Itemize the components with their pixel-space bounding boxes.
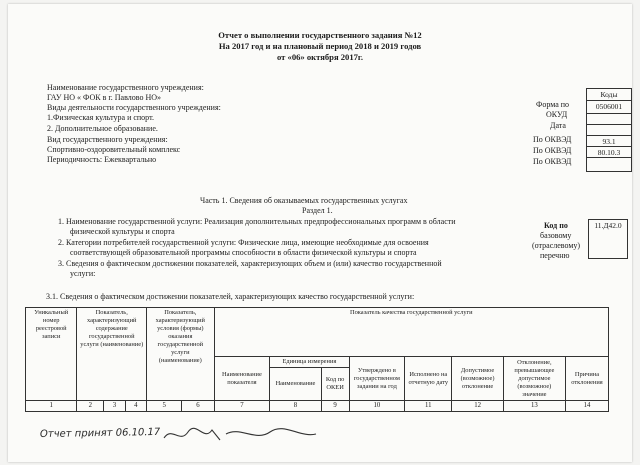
section-title: Раздел 1. [302, 206, 333, 215]
basic-code-label-1: Код по [544, 221, 568, 230]
column-numbers-row [26, 401, 609, 412]
okud-label-1: Форма по [536, 100, 570, 109]
activity-2: 2. Дополнительное образование. [47, 124, 158, 133]
okved-label-3: По ОКВЭД [533, 157, 572, 166]
subsection-3-1: 3.1. Сведения о фактическом достижении показателей, характеризующих качество государственной услуги: [46, 292, 415, 301]
institution-type-label: Вид государственного учреждения: [47, 135, 168, 144]
okved-code-2: 80.10.3 [587, 146, 631, 158]
okved-label-1: По ОКВЭД [533, 135, 572, 144]
col-conditions: Показатель, характеризующий условия (формы) оказания государственной услуги (наименование) [147, 308, 215, 401]
col-num-3: 3 [104, 401, 125, 412]
activity-1: 1.Физическая культура и спорт. [47, 113, 154, 122]
col-num-5: 5 [147, 401, 182, 412]
report-date: от «06» октября 2017г. [276, 52, 364, 62]
part-title: Часть 1. Сведения об оказываемых государственных услугах [200, 196, 408, 205]
okved-code-1: 93.1 [587, 135, 631, 147]
quality-indicators-table [25, 307, 609, 412]
col-num-9: 9 [321, 401, 349, 412]
col-num-12: 12 [452, 401, 503, 412]
codes-header: Коды [600, 90, 618, 99]
sub-done: Исполнено на отчетную дату [405, 357, 452, 401]
item-2-line-1: 2. Категории потребителей государственной услуги: Физические лица, имеющие необходимые для освоения [58, 238, 429, 247]
report-title: Отчет о выполнении государственного задания №12 [218, 30, 422, 40]
sub-indicator-name: Наименование показателя [214, 357, 270, 401]
item-3-line-1: 3. Сведения о фактическом достижении показателей, характеризующих объем и (или) качество государственной [58, 259, 442, 268]
col-num-4: 4 [125, 401, 146, 412]
institution-name-label: Наименование государственного учреждения: [47, 83, 204, 92]
report-period: На 2017 год и на плановый период 2018 и 2019 годов [218, 41, 422, 51]
sub-reason: Причина отклонения [565, 357, 608, 401]
col-quality: Показатель качества государственной услуги [214, 308, 608, 357]
institution-type-value: Спортивно-оздоровительный комплекс [47, 145, 181, 154]
sub-excess-deviation: Отклонение, превышающее допустимое (возможное) значение [503, 357, 565, 401]
okved-code-3 [587, 157, 631, 169]
col-num-8: 8 [270, 401, 321, 412]
sub-unit: Единица измерения [270, 357, 349, 368]
col-num-13: 13 [503, 401, 565, 412]
basic-code-label-3: (отраслевому) [532, 241, 581, 250]
okved-label-2: По ОКВЭД [533, 146, 572, 155]
item-2-line-2: соответствующей образовательной программы способности в области физической культуры и спорта [70, 248, 417, 257]
col-num-14: 14 [565, 401, 608, 412]
col-num-7: 7 [214, 401, 270, 412]
basic-code-box [588, 219, 628, 259]
activities-label: Виды деятельности государственного учреждения: [47, 103, 221, 112]
okud-code: 0506001 [587, 100, 631, 112]
basic-code-label-2: базовому [540, 231, 572, 240]
okud-spacer [587, 113, 631, 124]
col-num-2: 2 [77, 401, 104, 412]
sub-allowed-deviation: Допустимое (возможное) отклонение [452, 357, 503, 401]
col-num-10: 10 [349, 401, 405, 412]
handwritten-acceptance-note: Отчет принят 06.10.17 [39, 426, 161, 441]
sub-unit-name: Наименование [270, 368, 321, 401]
periodicity: Периодичность: Ежеквартально [47, 155, 157, 164]
item-1-line-2: физической культуры и спорта [70, 227, 175, 236]
col-num-1: 1 [26, 401, 77, 412]
date-label: Дата [550, 121, 566, 130]
item-1-line-1: 1. Наименование государственной услуги: Реализация дополнительных предпрофессиональных программ в области [58, 217, 456, 226]
sub-approved: Утверждено в государственном задании на год [349, 357, 405, 401]
item-3-line-2: услуги: [70, 269, 96, 278]
date-value [587, 124, 631, 135]
col-num-11: 11 [405, 401, 452, 412]
codes-box [586, 88, 632, 172]
basic-code-value: 11.Д42.0 [594, 221, 622, 230]
sub-unit-code: Код по ОКЕИ [321, 368, 349, 401]
signature-scribble [160, 424, 320, 446]
col-content: Показатель, характеризующий содержание государственной услуги (наименование) [77, 308, 147, 401]
basic-code-label-4: перечню [540, 251, 570, 260]
col-num-6: 6 [182, 401, 214, 412]
col-unique-number: Уникальный номер реестровой записи [26, 308, 77, 401]
okud-label-2: ОКУД [546, 110, 568, 119]
institution-name-value: ГАУ НО « ФОК в г. Павлово НО» [47, 93, 162, 102]
